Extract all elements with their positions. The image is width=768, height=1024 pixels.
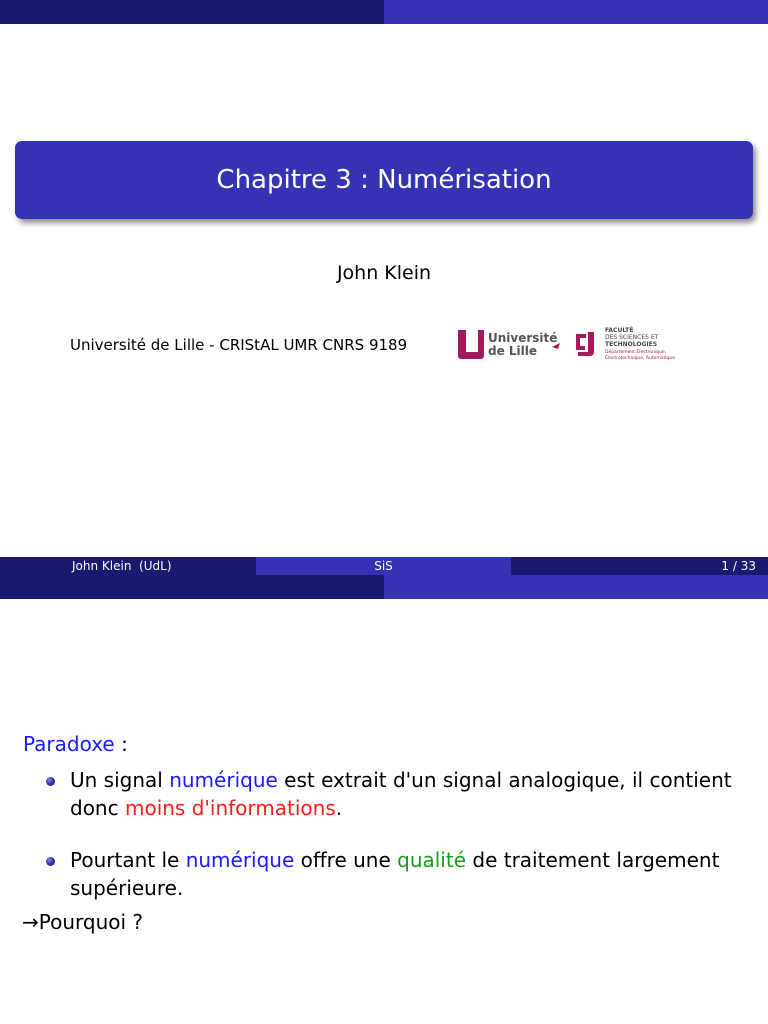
item2-highlight-numerique: numérique xyxy=(185,848,295,872)
list-item-1 xyxy=(70,766,750,822)
slide-title: Chapitre 3 : Numérisation xyxy=(216,165,552,195)
page-number: 1 / 33 xyxy=(721,559,756,573)
item2-text-a: Pourtant le xyxy=(70,848,186,872)
bottom-bar-light xyxy=(384,575,768,599)
item2-highlight-qualite: qualité xyxy=(397,848,467,872)
conclusion-text: Pourquoi ? xyxy=(38,910,144,934)
title-box xyxy=(15,141,753,219)
item2-text-b: offre une xyxy=(294,848,398,872)
fst-logo-text-3: TECHNOLOGIES xyxy=(605,341,658,348)
institute-line: Université de Lille - CRIStAL UMR CNRS 9189 xyxy=(70,336,408,354)
paradox-label: Paradoxe xyxy=(23,732,115,756)
item1-highlight-numerique: numérique xyxy=(169,768,278,792)
top-bar-dark xyxy=(0,0,384,24)
item1-text-d: . xyxy=(335,796,343,820)
fst-logo-icon xyxy=(576,332,594,356)
udl-logo-icon xyxy=(458,330,484,359)
fst-logo-text-4: Département Électronique, xyxy=(605,350,667,355)
footer-author xyxy=(0,557,256,575)
bottom-bar-dark xyxy=(0,575,384,599)
bullet-icon xyxy=(46,777,55,786)
item1-highlight-moins: moins d'informations xyxy=(124,796,336,820)
university-logos xyxy=(448,320,688,376)
author-name: John Klein xyxy=(336,262,432,284)
udl-logo-text-1: Université xyxy=(488,331,558,345)
item1-text-c: donc xyxy=(70,796,125,820)
bullet-icon xyxy=(46,857,55,866)
paradox-heading xyxy=(23,732,128,756)
footer-title: SiS xyxy=(256,557,511,575)
udl-logo-text-2: de Lille xyxy=(488,344,538,358)
item2-text-d: supérieure. xyxy=(70,876,184,900)
item1-text-a: Un signal xyxy=(70,768,170,792)
fst-logo-text-2: DES SCIENCES ET xyxy=(605,334,659,341)
list-item-2 xyxy=(70,846,750,902)
footer-page xyxy=(511,557,768,575)
item2-text-c: de traitement largement xyxy=(466,848,720,872)
right-arrow-icon: → xyxy=(22,910,39,934)
top-bar-light xyxy=(384,0,768,24)
footer-author-text: John Klein (UdL) xyxy=(72,559,172,573)
fst-logo-text-1: FACULTÉ xyxy=(605,327,634,334)
fst-logo-text-5: Électrotechnique, Automatique xyxy=(605,356,675,361)
item1-text-b: est extrait d'un signal analogique, il contient xyxy=(277,768,732,792)
paradox-colon: : xyxy=(114,732,128,756)
conclusion-line xyxy=(22,910,143,934)
logos xyxy=(448,320,688,376)
